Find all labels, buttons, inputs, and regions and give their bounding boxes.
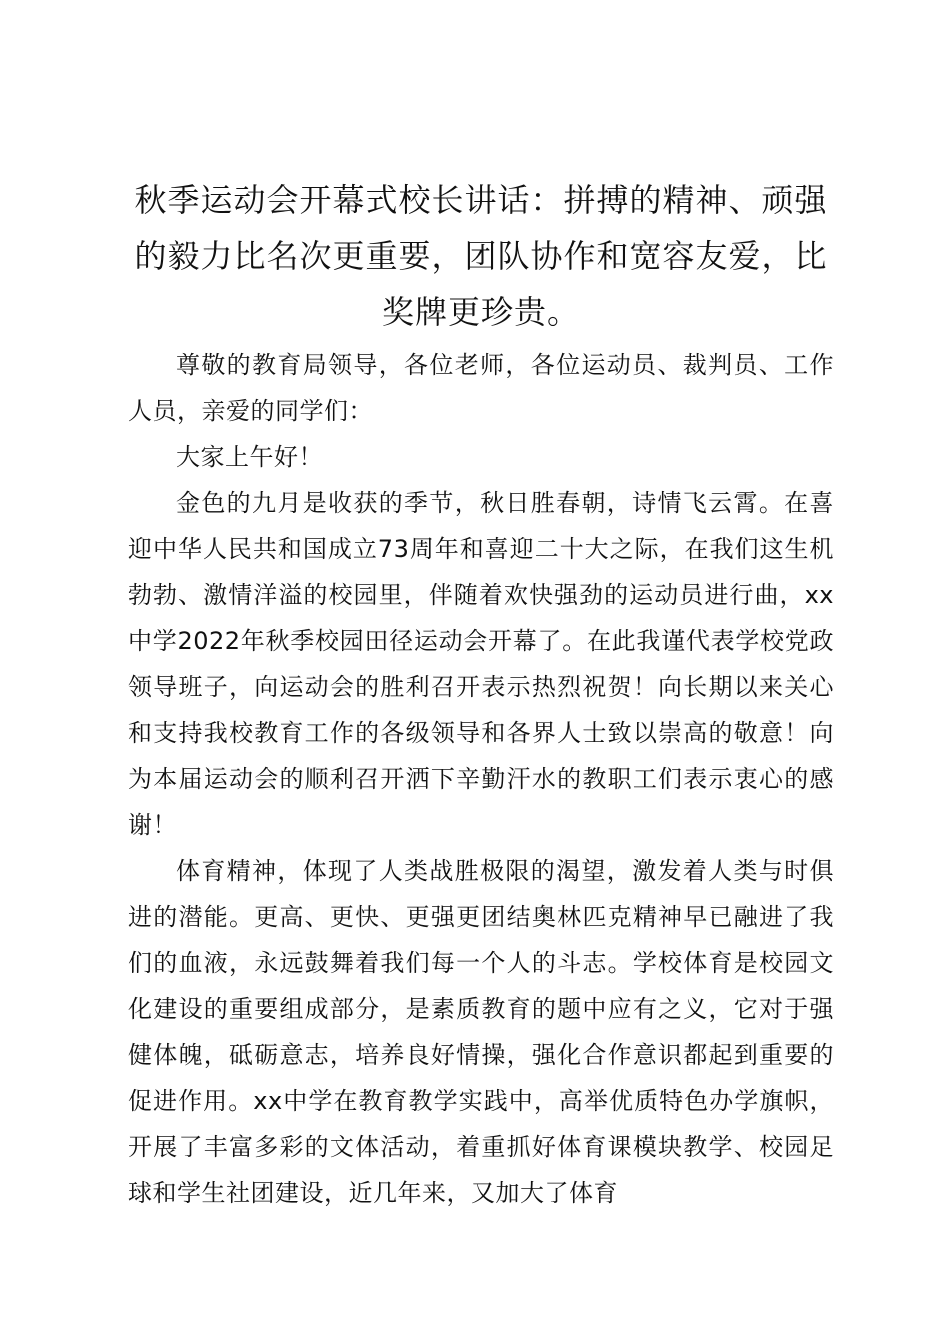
document-title: 秋季运动会开幕式校长讲话：拼搏的精神、顽强的毅力比名次更重要，团队协作和宽容友爱，比奖牌更珍贵。	[134, 181, 828, 331]
greeting-paragraph: 大家上午好！	[176, 443, 323, 471]
salutation-paragraph: 尊敬的教育局领导，各位老师，各位运动员、裁判员、工作人员，亲爱的同学们：	[128, 351, 834, 425]
body-paragraph: 金色的九月是收获的季节，秋日胜春朝，诗情飞云霄。在喜迎中华人民共和国成立73周年和喜迎二十大之际，在我们这生机勃勃、激情洋溢的校园里，伴随着欢快强劲的运动员进行曲，xx中学2022年秋季校园田径运动会开幕了。在此我谨代表学校党政领导班子，向运动会的胜利召开表示热烈祝贺！向长期以来关心和支持我校教育工作的各级领导和各界人士致以崇高的敬意！向为本届运动会的顺利召开洒下辛勤汗水的教职工们表示衷心的感谢！	[128, 489, 834, 839]
document-page	[128, 172, 834, 1216]
body-paragraph: 体育精神，体现了人类战胜极限的渴望，激发着人类与时俱进的潜能。更高、更快、更强更团结奥林匹克精神早已融进了我们的血液，永远鼓舞着我们每一个人的斗志。学校体育是校园文化建设的重要组成部分，是素质教育的题中应有之义，它对于强健体魄，砥砺意志，培养良好情操，强化合作意识都起到重要的促进作用。xx中学在教育教学实践中，高举优质特色办学旗帜，开展了丰富多彩的文体活动，着重抓好体育课模块教学、校园足球和学生社团建设，近几年来，又加大了体育	[128, 857, 834, 1207]
